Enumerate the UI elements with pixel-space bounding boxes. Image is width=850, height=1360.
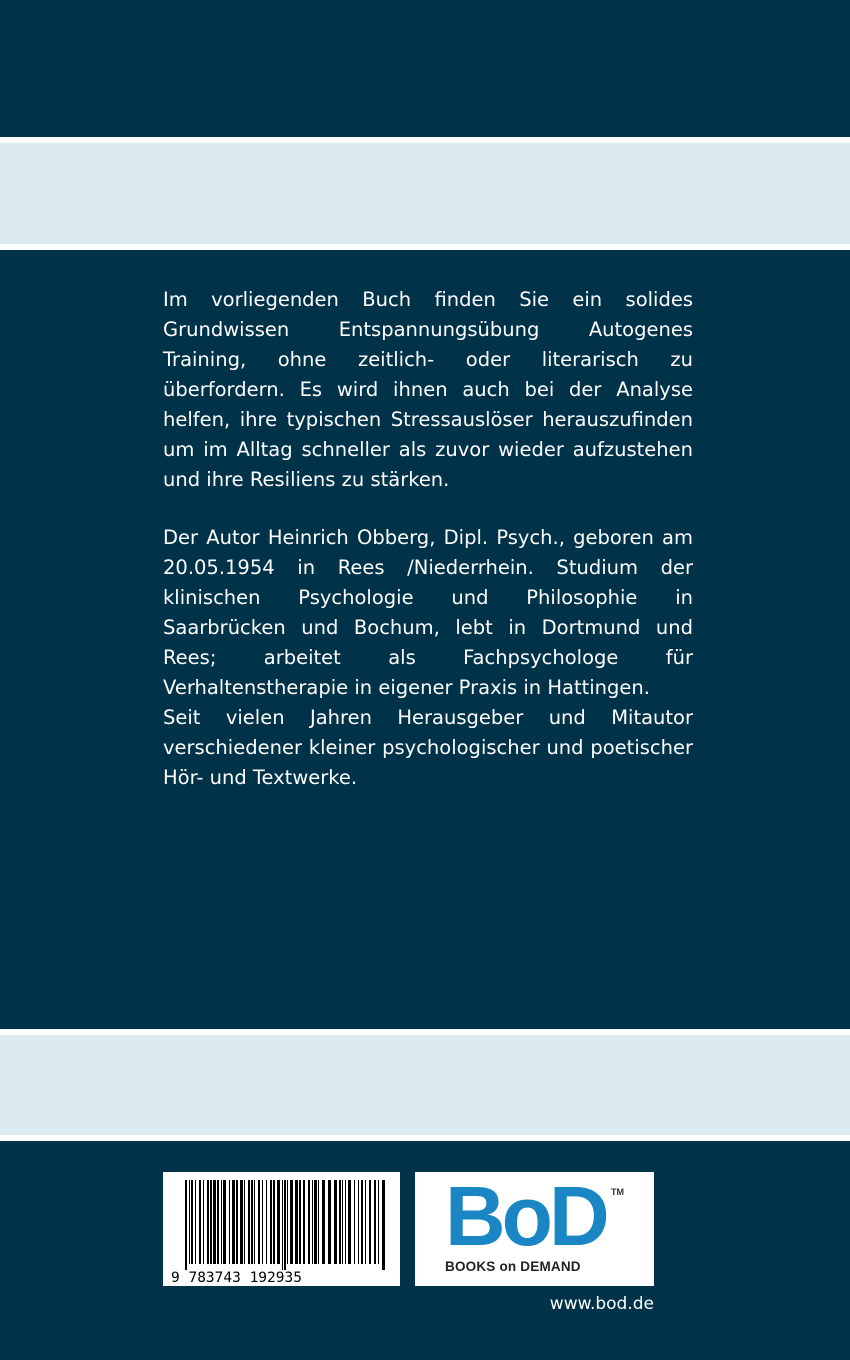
barcode-bar — [339, 1180, 341, 1264]
barcode-bar — [266, 1180, 267, 1264]
barcode-bar — [236, 1180, 238, 1264]
barcode-bar — [318, 1180, 319, 1264]
author-bio-text: Der Autor Heinrich Obberg, Dipl. Psych., geboren am 20.05.1954 in Rees /Niederrhein. Studium der klinischen Psychologie und Philosophie in Saarbrücken und Bochum, lebt in Dortmund und Rees; arbeitet als Fachpsychologe für Verhaltenstherapie in eigener Praxis in Hattingen. — [163, 526, 693, 699]
isbn-barcode — [163, 1172, 400, 1286]
barcode-bar — [334, 1180, 337, 1264]
blurb-text-1: Im vorliegenden Buch finden Sie ein solides Grundwissen Entspannungsübung Autogenes Training, ohne zeitlich- oder literarisch zu überfordern. Es wird ihnen auch bei der Analyse helfen, ihre typischen Stressauslöser herauszufinden um im Alltag schneller als zuvor wieder aufzustehen und ihre Resiliens zu stärken. — [163, 288, 693, 491]
barcode-bar — [282, 1180, 283, 1270]
barcode-bar — [361, 1180, 363, 1264]
barcode-bar — [365, 1180, 366, 1264]
barcode-bar — [217, 1180, 219, 1264]
barcode-bar — [185, 1180, 187, 1270]
trademark-mark: TM — [611, 1187, 624, 1197]
barcode-bar — [213, 1180, 216, 1264]
barcode-bar — [354, 1180, 355, 1264]
barcode-bar — [314, 1180, 317, 1264]
barcode-bar — [229, 1180, 230, 1264]
barcode-bar — [290, 1180, 293, 1264]
publisher-logo — [415, 1169, 654, 1286]
barcode-bar — [322, 1180, 325, 1264]
barcode-bar — [345, 1180, 346, 1264]
bottom-light-band — [0, 1029, 850, 1141]
barcode-bar — [191, 1180, 193, 1264]
barcode-bar — [299, 1180, 301, 1264]
barcode-bar — [328, 1180, 331, 1264]
barcode-bar — [244, 1180, 245, 1264]
barcode-bar — [382, 1180, 385, 1270]
barcode-bar — [277, 1180, 280, 1264]
barcode-bar — [284, 1180, 286, 1270]
barcode-bar — [223, 1180, 226, 1264]
barcode-bar — [295, 1180, 298, 1264]
barcode-bar — [189, 1180, 190, 1264]
barcode-bar — [378, 1180, 379, 1264]
barcode-bar — [308, 1180, 310, 1264]
barcode-bar — [348, 1180, 351, 1264]
barcode-bar — [195, 1180, 196, 1264]
barcode-bar — [203, 1180, 204, 1264]
barcode-bar — [369, 1180, 371, 1264]
barcode-graphic — [163, 1172, 400, 1286]
barcode-bar — [287, 1180, 288, 1264]
barcode-bar — [221, 1180, 222, 1264]
barcode-bar — [312, 1180, 313, 1264]
barcode-bar — [210, 1180, 212, 1264]
barcode-bar — [303, 1180, 305, 1264]
blurb-paragraph-1 — [163, 285, 693, 495]
barcode-bar — [248, 1180, 250, 1264]
top-light-band — [0, 137, 850, 250]
barcode-bar — [254, 1180, 255, 1264]
barcode-bar — [207, 1180, 209, 1264]
publisher-tagline: BOOKS on DEMAND — [445, 1259, 581, 1274]
barcode-bar — [358, 1180, 359, 1264]
bod-logo-text: BoD — [445, 1169, 606, 1263]
barcode-bar — [270, 1180, 272, 1264]
barcode-bar — [232, 1180, 235, 1264]
barcode-bar — [258, 1180, 260, 1264]
barcode-bar — [199, 1180, 201, 1264]
barcode-bar — [374, 1180, 376, 1264]
publisher-website[interactable]: www.bod.de — [549, 1294, 654, 1314]
barcode-digits: 9 783743 192935 — [171, 1270, 302, 1286]
barcode-bar — [273, 1180, 275, 1264]
author-works-text: Seit vielen Jahren Herausgeber und Mitautor verschiedener kleiner psychologischer und poetischer Hör- und Textwerke. — [163, 706, 693, 789]
barcode-bar — [240, 1180, 243, 1264]
author-bio — [163, 523, 693, 793]
barcode-bar — [342, 1180, 343, 1264]
barcode-bar — [251, 1180, 253, 1264]
barcode-bar — [262, 1180, 263, 1264]
